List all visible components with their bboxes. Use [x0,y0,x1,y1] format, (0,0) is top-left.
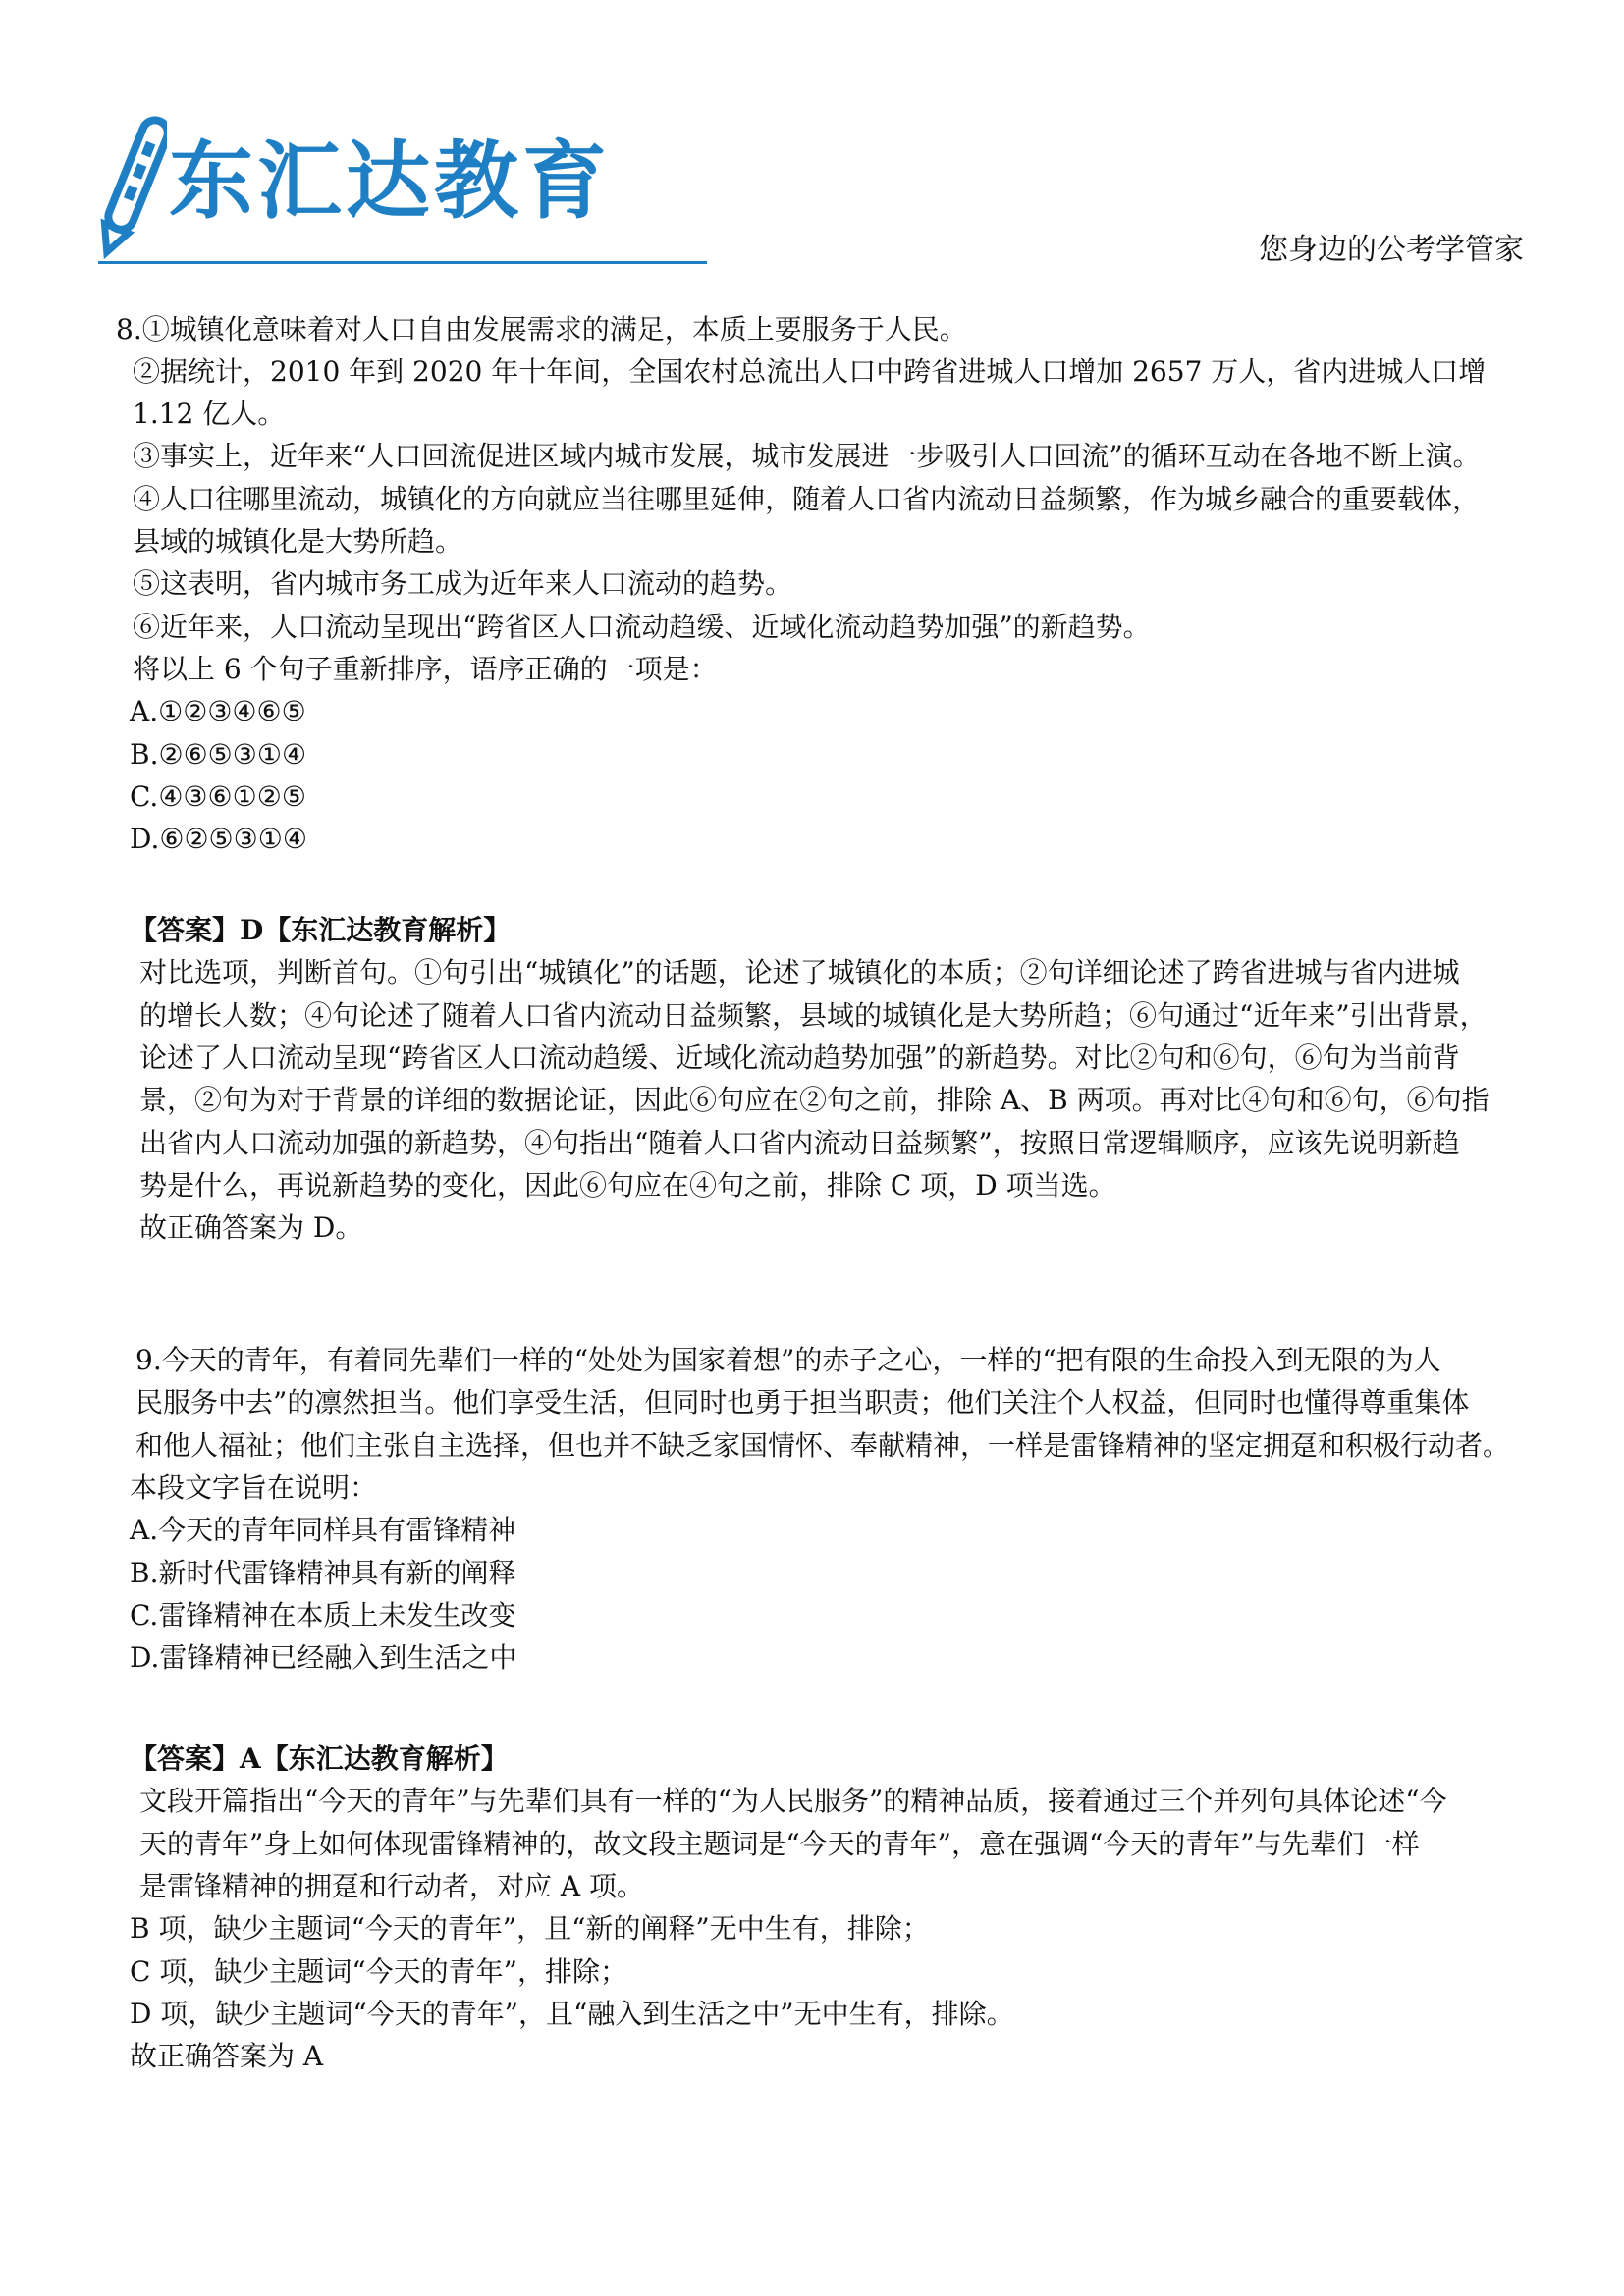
q8-analysis-line: 出省内人口流动加强的新趋势，④句指出“随着人口省内流动日益频繁”，按照日常逻辑顺序，应该先说明新趋 [139,1127,1460,1159]
q9-line: 和他人福祉；他们主张自主选择，但也并不缺乏家国情怀、奉献精神，一样是雷锋精神的坚定拥趸和积极行动者。 [135,1429,1511,1462]
q9-option-b: B.新时代雷锋精神具有新的阐释 [130,1557,516,1589]
q9-analysis-line: 是雷锋精神的拥趸和行动者，对应 A 项。 [139,1870,645,1902]
q9-analysis-line: 文段开篇指出“今天的青年”与先辈们具有一样的“为人民服务”的精神品质，接着通过三个并列句具体论述“今 [139,1785,1447,1817]
q9-analysis-line: 天的青年”身上如何体现雷锋精神的，故文段主题词是“今天的青年”，意在强调“今天的青年”与先辈们一样 [139,1828,1420,1860]
q8-analysis-line: 势是什么，再说新趋势的变化，因此⑥句应在④句之前，排除 C 项，D 项当选。 [139,1169,1116,1201]
q9-line: 本段文字旨在说明： [130,1471,378,1504]
q9-analysis-line: D 项，缺少主题词“今天的青年”，且“融入到生活之中”无中生有，排除。 [130,1998,1014,2030]
pencil-icon [98,110,167,267]
q9-option-c: C.雷锋精神在本质上未发生改变 [130,1599,516,1631]
q8-line: ②据统计，2010 年到 2020 年十年间，全国农村总流出人口中跨省进城人口增加 2657 万人，省内进城人口增 [133,355,1487,388]
q8-line: ⑥近年来，人口流动呈现出“跨省区人口流动趋缓、近域化流动趋势加强”的新趋势。 [133,611,1151,643]
q8-analysis-line: 论述了人口流动呈现“跨省区人口流动趋缓、近域化流动趋势加强”的新趋势。对比②句和⑥句，⑥句为当前背 [139,1041,1460,1074]
q8-line: ④人口往哪里流动，城镇化的方向就应当往哪里延伸，随着人口省内流动日益频繁，作为城乡融合的重要载体， [133,483,1481,515]
q9-line: 9.今天的青年，有着同先辈们一样的“处处为国家着想”的赤子之心，一样的“把有限的生命投入到无限的为人 [135,1344,1441,1376]
q9-answer-heading: 【答案】A【东汇达教育解析】 [130,1742,509,1775]
q8-analysis-line: 故正确答案为 D。 [139,1211,363,1244]
q8-line: 县域的城镇化是大势所趋。 [133,525,463,558]
logo [98,110,707,267]
q8-line: 8.①城镇化意味着对人口自由发展需求的满足，本质上要服务于人民。 [116,313,967,346]
q8-option-a: A.①②③④⑥⑤ [130,695,306,727]
slogan: 您身边的公考学管家 [1259,233,1524,267]
q9-option-d: D.雷锋精神已经融入到生活之中 [130,1641,517,1674]
q8-analysis-line: 对比选项，判断首句。①句引出“城镇化”的话题，论述了城镇化的本质；②句详细论述了跨省进城与省内进城 [139,956,1460,988]
q9-line: 民服务中去”的凛然担当。他们享受生活，但同时也勇于担当职责；他们关注个人权益，但同时也懂得尊重集体 [135,1386,1470,1418]
q8-analysis-line: 的增长人数；④句论述了随着人口省内流动日益频繁，县域的城镇化是大势所趋；⑥句通过“近年来”引出背景， [139,999,1488,1032]
q8-option-d: D.⑥②⑤③①④ [130,823,307,855]
q9-analysis-line: 故正确答案为 A [130,2040,324,2072]
q8-analysis-line: 景，②句为对于背景的详细的数据论证，因此⑥句应在②句之前，排除 A、B 两项。再对比④句和⑥句，⑥句指 [139,1084,1489,1116]
q8-line: ③事实上，近年来“人口回流促进区域内城市发展，城市发展进一步吸引人口回流”的循环互动在各地不断上演。 [133,440,1481,472]
q9-analysis-line: B 项，缺少主题词“今天的青年”，且“新的阐释”无中生有，排除； [130,1912,930,1945]
q9-option-a: A.今天的青年同样具有雷锋精神 [130,1514,516,1546]
q8-line: 将以上 6 个句子重新排序，语序正确的一项是： [133,653,718,685]
header-rule [98,261,707,264]
q8-line: ⑤这表明，省内城市务工成为近年来人口流动的趋势。 [133,567,793,600]
q8-option-b: B.②⑥⑤③①④ [130,738,307,771]
q9-analysis-line: C 项，缺少主题词“今天的青年”，排除； [130,1955,627,1988]
q8-option-c: C.④③⑥①②⑤ [130,780,306,813]
q8-line: 1.12 亿人。 [133,398,286,430]
logo-text: 东汇达教育 [169,133,611,231]
q8-answer-heading: 【答案】D【东汇达教育解析】 [130,914,512,946]
